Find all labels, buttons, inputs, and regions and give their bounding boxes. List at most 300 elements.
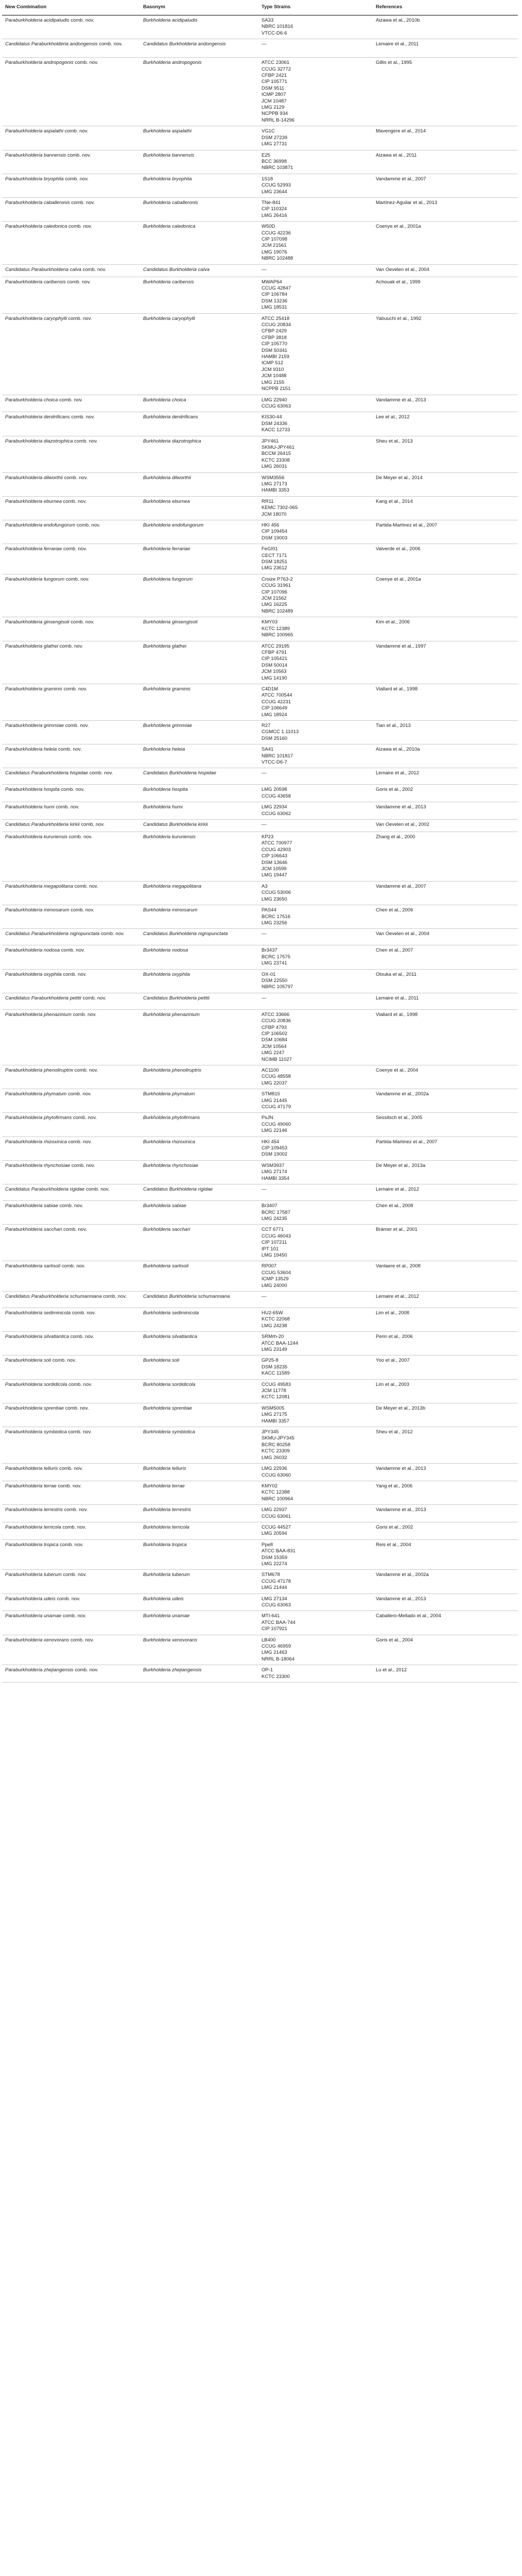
type-strain: BCRC 17575: [262, 954, 290, 960]
table-row: [2, 768, 518, 785]
type-strain: ICMP 13529: [262, 1276, 289, 1282]
type-strains-cell: [258, 1160, 373, 1184]
type-strain: CCUG 63060: [262, 1472, 291, 1478]
type-strains-cell: [258, 277, 373, 313]
basonym-cell: Burkholderia symbiotica: [140, 1427, 258, 1464]
species-name: Paraburkholderia dilworthii: [5, 474, 63, 481]
basonym-cell: Burkholderia phymatum: [140, 1089, 258, 1113]
table-row: [2, 58, 518, 126]
type-strain: —: [262, 266, 267, 273]
table-row: [2, 1464, 518, 1481]
new-combination-cell: [2, 1505, 140, 1522]
reference-cell: Aizawa et al., 2010a: [373, 744, 518, 768]
header-references: References: [373, 2, 518, 15]
table-row: [2, 1594, 518, 1611]
table-row: [2, 1184, 518, 1201]
comb-nov-suffix: comb. nov.: [60, 947, 85, 954]
new-combination-cell: [2, 1464, 140, 1481]
table-row: [2, 1635, 518, 1665]
type-strain: WSM3556: [262, 474, 285, 481]
comb-nov-suffix: comb. nov.: [73, 1667, 98, 1673]
basonym-cell: Candidatus Burkholderia schumanniana: [140, 1291, 258, 1308]
type-strain: KP23: [262, 834, 274, 840]
comb-nov-suffix: comb. nov.: [58, 1203, 83, 1209]
new-combination-cell: [2, 820, 140, 832]
type-strain: LMG 27174: [262, 1169, 287, 1175]
type-strains-cell: [258, 1137, 373, 1160]
type-strain: KCTC 23309: [262, 1448, 290, 1454]
reference-cell: Lemaire et al., 2012: [373, 1184, 518, 1201]
species-name: Paraburkholderia caribensis: [5, 279, 66, 285]
type-strains-cell: [258, 1570, 373, 1594]
basonym-cell: Burkholderia sabiae: [140, 1201, 258, 1225]
reference-cell: Vandamme et al., 2002a: [373, 1089, 518, 1113]
table-row: [2, 1427, 518, 1464]
new-combination-cell: [2, 574, 140, 617]
species-name: Paraburkholderia aspalathi: [5, 128, 64, 134]
type-strain: HKI 456: [262, 522, 280, 528]
type-strains-cell: [258, 1665, 373, 1683]
table-row: [2, 1570, 518, 1594]
table-row: [2, 993, 518, 1009]
new-combination-cell: [2, 768, 140, 785]
type-strain: ICMP 2807: [262, 92, 286, 98]
table-row: [2, 1089, 518, 1113]
comb-nov-suffix: comb. nov.: [72, 1115, 97, 1121]
reference-cell: Otsuka et al., 2011: [373, 969, 518, 993]
type-strain: CFBP 4793: [262, 1024, 287, 1030]
table-row: [2, 39, 518, 58]
reference-cell: Yang et al., 2006: [373, 1481, 518, 1504]
comb-nov-suffix: comb. nov.: [62, 546, 87, 552]
comb-nov-suffix: comb. nov.: [71, 1310, 96, 1316]
type-strain: KACC 11589: [262, 1370, 290, 1377]
type-strain: CCUG 47178: [262, 1578, 291, 1584]
type-strain: NBRC 100964: [262, 1496, 293, 1502]
reference-cell: Sessitsch et al., 2005: [373, 1113, 518, 1137]
reference-cell: Aizawa et al., 2010b: [373, 15, 518, 39]
comb-nov-suffix: comb. nov.: [81, 995, 107, 1001]
new-combination-cell: [2, 617, 140, 641]
type-strain: ATCC 29195: [262, 643, 290, 649]
comb-nov-suffix: comb. nov.: [69, 414, 95, 420]
table-row: [2, 744, 518, 768]
type-strain: LMG 27731: [262, 141, 287, 147]
species-name: Candidatus Paraburkholderia hispidae: [5, 770, 89, 776]
comb-nov-suffix: comb. nov.: [67, 224, 92, 230]
comb-nov-suffix: comb. nov.: [56, 1483, 82, 1489]
type-strains-cell: [258, 15, 373, 39]
basonym-cell: Burkholderia caribensis: [140, 277, 258, 313]
type-strain: A3: [262, 883, 268, 889]
table-row: [2, 395, 518, 412]
type-strains-cell: [258, 945, 373, 969]
type-strain: NRRL B-18064: [262, 1656, 295, 1662]
type-strains-cell: [258, 58, 373, 126]
table-row: [2, 15, 518, 39]
comb-nov-suffix: comb. nov.: [62, 1227, 87, 1233]
reference-cell: Goris et al., 2002: [373, 785, 518, 802]
basonym-cell: Burkholderia fungorum: [140, 574, 258, 617]
comb-nov-suffix: comb. nov.: [59, 787, 85, 793]
type-strain: LMG 23741: [262, 960, 287, 967]
type-strain: CGMCC 1.11013: [262, 729, 299, 735]
reference-cell: Caballero-Mellado et al., 2004: [373, 1611, 518, 1635]
type-strains-cell: [258, 1611, 373, 1635]
type-strain: KCTC 23300: [262, 1673, 290, 1680]
basonym-cell: Burkholderia sacchari: [140, 1225, 258, 1261]
type-strains-cell: [258, 1201, 373, 1225]
reference-cell: Lu et al., 2012: [373, 1665, 518, 1683]
type-strain: IPT 101: [262, 1246, 279, 1252]
type-strain: DSM 25160: [262, 735, 288, 741]
basonym-cell: Burkholderia rhizoxinica: [140, 1137, 258, 1160]
type-strain: DSM 22550: [262, 977, 288, 984]
reference-cell: Van Oevelen et al., 2002: [373, 820, 518, 832]
basonym-cell: Burkholderia rhynchosiae: [140, 1160, 258, 1184]
type-strain: LMG 27173: [262, 481, 287, 487]
new-combination-cell: [2, 1261, 140, 1292]
comb-nov-suffix: comb. nov.: [66, 1139, 92, 1145]
type-strain: CCUG 32772: [262, 66, 291, 72]
basonym-cell: Burkholderia telluris: [140, 1464, 258, 1481]
reference-cell: Lee et al., 2012: [373, 412, 518, 436]
type-strain: KCTC 12389: [262, 625, 290, 632]
type-strain: VTCC-D6-6: [262, 30, 287, 36]
table-row: [2, 412, 518, 436]
basonym-cell: Burkholderia mimosarum: [140, 905, 258, 929]
new-combination-cell: [2, 395, 140, 412]
type-strain: CCUG 46959: [262, 1643, 291, 1650]
type-strain: —: [262, 931, 267, 937]
type-strain: LMG 27134: [262, 1596, 287, 1602]
reference-cell: Yoo et al., 2007: [373, 1355, 518, 1379]
type-strains-cell: [258, 39, 373, 58]
comb-nov-suffix: comb. nov.: [101, 1293, 127, 1299]
type-strain: BCCM 26415: [262, 451, 291, 457]
table-row: [2, 496, 518, 520]
type-strain: CCUG 42236: [262, 230, 291, 236]
comb-nov-suffix: comb. nov.: [70, 1162, 95, 1168]
species-name: Paraburkholderia megapolitana: [5, 883, 74, 889]
species-name: Paraburkholderia xenovorans: [5, 1637, 69, 1643]
basonym-cell: Burkholderia diazotrophica: [140, 436, 258, 472]
basonym-cell: Burkholderia caledonica: [140, 222, 258, 264]
new-combination-cell: [2, 1539, 140, 1570]
comb-nov-suffix: comb. nov.: [58, 1466, 83, 1472]
type-strain: DSM 13646: [262, 859, 288, 866]
comb-nov-suffix: comb. nov.: [71, 1011, 97, 1018]
comb-nov-suffix: comb. nov.: [81, 266, 107, 273]
comb-nov-suffix: comb. nov.: [61, 971, 87, 977]
table-row: [2, 472, 518, 496]
basonym-cell: Burkholderia silvatlantica: [140, 1332, 258, 1355]
type-strain: LMG 22937: [262, 1507, 287, 1513]
type-strain: SRMrh-20: [262, 1334, 284, 1340]
comb-nov-suffix: comb. nov.: [62, 1507, 88, 1513]
type-strain: LMG 23256: [262, 920, 287, 926]
new-combination-cell: [2, 993, 140, 1009]
comb-nov-suffix: comb. nov.: [61, 1572, 87, 1578]
type-strain: ATCC BAA-1244: [262, 1340, 299, 1346]
comb-nov-suffix: comb. nov.: [57, 747, 82, 753]
table-row: [2, 1009, 518, 1065]
type-strain: RP007: [262, 1263, 277, 1269]
species-name: Candidatus Paraburkholderia calva: [5, 266, 81, 273]
basonym-cell: Burkholderia sartisoli: [140, 1261, 258, 1292]
type-strain: JPY345: [262, 1429, 279, 1435]
type-strain: JCM 18070: [262, 511, 287, 517]
type-strain: HAMBI 3357: [262, 1418, 289, 1424]
new-combination-cell: [2, 197, 140, 221]
species-name: Paraburkholderia choica: [5, 397, 58, 403]
species-name: Paraburkholderia kururiensis: [5, 834, 67, 840]
type-strain: PAS44: [262, 907, 276, 913]
type-strains-cell: [258, 720, 373, 744]
type-strain: ATCC BAA-831: [262, 1548, 295, 1554]
comb-nov-suffix: comb. nov.: [69, 619, 95, 625]
type-strain: CCUG 42847: [262, 285, 291, 291]
type-strain: DSM 18251: [262, 559, 288, 565]
reference-cell: Chen et al., 2008: [373, 1201, 518, 1225]
reference-cell: Gillis et al., 1995: [373, 58, 518, 126]
basonym-cell: Burkholderia terrestris: [140, 1505, 258, 1522]
table-row: [2, 222, 518, 264]
comb-nov-suffix: comb. nov.: [73, 883, 98, 889]
type-strains-cell: [258, 969, 373, 993]
new-combination-cell: [2, 58, 140, 126]
species-name: Paraburkholderia heleia: [5, 747, 57, 753]
type-strain: JCM 10487: [262, 98, 287, 104]
new-combination-cell: [2, 785, 140, 802]
comb-nov-suffix: comb. nov.: [58, 1541, 83, 1548]
table-row: [2, 1261, 518, 1292]
species-name: Paraburkholderia symbiotica: [5, 1429, 67, 1435]
type-strain: CCUG 53604: [262, 1269, 291, 1276]
type-strain: CCUG 46043: [262, 1233, 291, 1239]
header-new-combination: New Combination: [2, 2, 140, 15]
type-strain: DSM 13236: [262, 298, 288, 304]
table-row: [2, 929, 518, 945]
type-strain: NRRL B-14296: [262, 117, 295, 123]
reference-cell: Aizawa et al., 2011: [373, 150, 518, 174]
comb-nov-suffix: comb. nov.: [66, 1091, 92, 1097]
basonym-cell: Burkholderia terrae: [140, 1481, 258, 1504]
new-combination-cell: [2, 1355, 140, 1379]
type-strain: ATCC 23061: [262, 60, 290, 66]
type-strain: MWAP64: [262, 279, 282, 285]
comb-nov-suffix: comb. nov.: [67, 834, 93, 840]
type-strains-cell: [258, 174, 373, 197]
species-name: Paraburkholderia ginsengisoli: [5, 619, 69, 625]
type-strain: LMG 26416: [262, 212, 287, 218]
type-strain: DSM 19002: [262, 1151, 288, 1158]
type-strain: LMG 23149: [262, 1347, 287, 1352]
type-strain: DSM 10684: [262, 1037, 288, 1043]
type-strain: LMG 21463: [262, 1650, 287, 1656]
new-combination-cell: [2, 222, 140, 264]
type-strain: NBRC 102488: [262, 256, 293, 262]
basonym-cell: Burkholderia phytofirmans: [140, 1113, 258, 1137]
new-combination-cell: [2, 641, 140, 684]
type-strain: JCM 21561: [262, 243, 287, 249]
species-name: Paraburkholderia ferrariae: [5, 546, 62, 552]
reference-cell: Yabuuchi et al., 1992: [373, 313, 518, 395]
comb-nov-suffix: comb. nov.: [69, 1334, 94, 1340]
new-combination-cell: [2, 1665, 140, 1683]
type-strain: JCM 11778: [262, 1388, 286, 1394]
type-strain: LMG 22936: [262, 1466, 287, 1472]
type-strain: LMG 26031: [262, 464, 287, 470]
new-combination-cell: [2, 1403, 140, 1427]
species-name: Paraburkholderia fungorum: [5, 576, 65, 582]
type-strain: HU2-65W: [262, 1310, 283, 1316]
type-strain: LMG 18531: [262, 304, 287, 311]
reference-cell: Martínez-Aguilar et al., 2013: [373, 197, 518, 221]
reference-cell: Lim et al., 2003: [373, 1379, 518, 1403]
basonym-cell: Burkholderia caballeronis: [140, 197, 258, 221]
table-row: [2, 684, 518, 720]
basonym-cell: Burkholderia hospita: [140, 785, 258, 802]
type-strain: CIP 109453: [262, 1145, 288, 1151]
new-combination-cell: [2, 1522, 140, 1539]
type-strain: HAMBI 2159: [262, 354, 289, 360]
type-strains-cell: [258, 1505, 373, 1522]
type-strain: JCM 9310: [262, 366, 284, 372]
species-name: Paraburkholderia endofungorum: [5, 522, 76, 528]
type-strains-cell: [258, 126, 373, 150]
new-combination-cell: [2, 905, 140, 929]
type-strain: DSM 27239: [262, 134, 288, 141]
reference-cell: Vanlaere et al., 2008: [373, 1261, 518, 1292]
type-strain: SKMU-JPY461: [262, 444, 294, 450]
new-combination-cell: [2, 832, 140, 882]
table-row: [2, 881, 518, 905]
new-combination-cell: [2, 1089, 140, 1113]
reference-cell: Vandamme et al., 2007: [373, 881, 518, 905]
type-strain: CCUG 48558: [262, 1074, 291, 1080]
basonym-cell: Burkholderia tuberum: [140, 1570, 258, 1594]
type-strain: PsJN: [262, 1115, 273, 1121]
type-strain: JCM 10563: [262, 669, 287, 675]
comb-nov-suffix: comb. nov.: [66, 152, 91, 158]
species-name: Paraburkholderia soli: [5, 1358, 51, 1364]
table-row: [2, 197, 518, 221]
type-strains-cell: [258, 905, 373, 929]
type-strains-cell: [258, 993, 373, 1009]
type-strain: —: [262, 770, 267, 776]
species-name: Paraburkholderia graminis: [5, 686, 62, 692]
reference-cell: Goris et al., 2002: [373, 1522, 518, 1539]
type-strain: ATCC BAA-744: [262, 1619, 295, 1625]
type-strain: CIP 107098: [262, 236, 288, 242]
type-strain: CCUG 42903: [262, 846, 291, 853]
reference-cell: Viallard et al., 1998: [373, 1009, 518, 1065]
new-combination-cell: [2, 1291, 140, 1308]
basonym-cell: Candidatus Burkholderia rigidae: [140, 1184, 258, 1201]
type-strains-cell: [258, 472, 373, 496]
species-name: Paraburkholderia andropogonis: [5, 60, 74, 66]
comb-nov-suffix: comb. nov.: [84, 1187, 110, 1193]
type-strains-cell: [258, 197, 373, 221]
type-strain: LMG 22037: [262, 1080, 287, 1086]
type-strain: NBRC 101816: [262, 24, 293, 30]
new-combination-cell: [2, 544, 140, 574]
type-strains-cell: [258, 1355, 373, 1379]
type-strain: STM815: [262, 1091, 280, 1097]
type-strain: W50D: [262, 224, 275, 230]
reference-cell: Perin et al., 2006: [373, 1332, 518, 1355]
table-row: [2, 832, 518, 882]
table-row: [2, 126, 518, 150]
type-strain: CCUG 43658: [262, 793, 291, 799]
type-strain: RR11: [262, 498, 274, 504]
type-strains-cell: [258, 1009, 373, 1065]
type-strain: LMG 22934: [262, 804, 287, 810]
table-row: [2, 313, 518, 395]
reference-cell: Vandamme et al., 2013: [373, 1505, 518, 1522]
new-combination-cell: [2, 744, 140, 768]
type-strain: —: [262, 822, 267, 828]
species-name: Paraburkholderia rhynchosiae: [5, 1162, 71, 1168]
table-row: [2, 574, 518, 617]
table-row: [2, 1201, 518, 1225]
type-strain: ICMP 512: [262, 360, 284, 366]
type-strain: Br3407: [262, 1203, 277, 1209]
table-row: [2, 174, 518, 197]
reference-cell: De Meyer et al., 2013b: [373, 1403, 518, 1427]
new-combination-cell: [2, 929, 140, 945]
basonym-cell: Burkholderia phenazinium: [140, 1009, 258, 1065]
species-name: Paraburkholderia mimosarum: [5, 907, 69, 913]
combinations-table: [2, 2, 518, 1683]
type-strains-cell: [258, 881, 373, 905]
type-strain: CCUG 20834: [262, 322, 291, 328]
type-strain: CCUG 49583: [262, 1381, 291, 1387]
type-strains-cell: [258, 1184, 373, 1201]
comb-nov-suffix: comb. nov.: [79, 822, 105, 828]
reference-cell: Van Oevelen et al., 2004: [373, 264, 518, 277]
type-strain: LMG 19076: [262, 249, 287, 255]
comb-nov-suffix: comb. nov.: [69, 1637, 94, 1643]
basonym-cell: Candidatus Burkholderia kirkii: [140, 820, 258, 832]
species-name: Paraburkholderia sabiae: [5, 1203, 58, 1209]
type-strains-cell: [258, 802, 373, 820]
type-strain: LMG 23612: [262, 565, 287, 571]
type-strain: Croize P763-2: [262, 576, 293, 582]
reference-cell: Chen et al., 2006: [373, 905, 518, 929]
type-strain: LMG 19450: [262, 1252, 287, 1258]
header-basonym: Basonym: [140, 2, 258, 15]
table-row: [2, 436, 518, 472]
new-combination-cell: [2, 436, 140, 472]
basonym-cell: Burkholderia kururiensis: [140, 832, 258, 882]
comb-nov-suffix: comb. nov.: [67, 1381, 92, 1387]
basonym-cell: Burkholderia nodosa: [140, 945, 258, 969]
type-strain: OP-1: [262, 1667, 273, 1673]
reference-cell: Lemaire et al., 2011: [373, 39, 518, 58]
type-strain: KMY03: [262, 619, 278, 625]
table-row: [2, 945, 518, 969]
type-strain: CIP 109454: [262, 529, 288, 535]
type-strain: KMY02: [262, 1483, 278, 1489]
basonym-cell: Burkholderia eburnea: [140, 496, 258, 520]
table-row: [2, 1539, 518, 1570]
type-strains-cell: [258, 1539, 373, 1570]
new-combination-cell: [2, 150, 140, 174]
reference-cell: Vandamme et al., 2013: [373, 802, 518, 820]
species-name: Paraburkholderia zhejiangensis: [5, 1667, 74, 1673]
